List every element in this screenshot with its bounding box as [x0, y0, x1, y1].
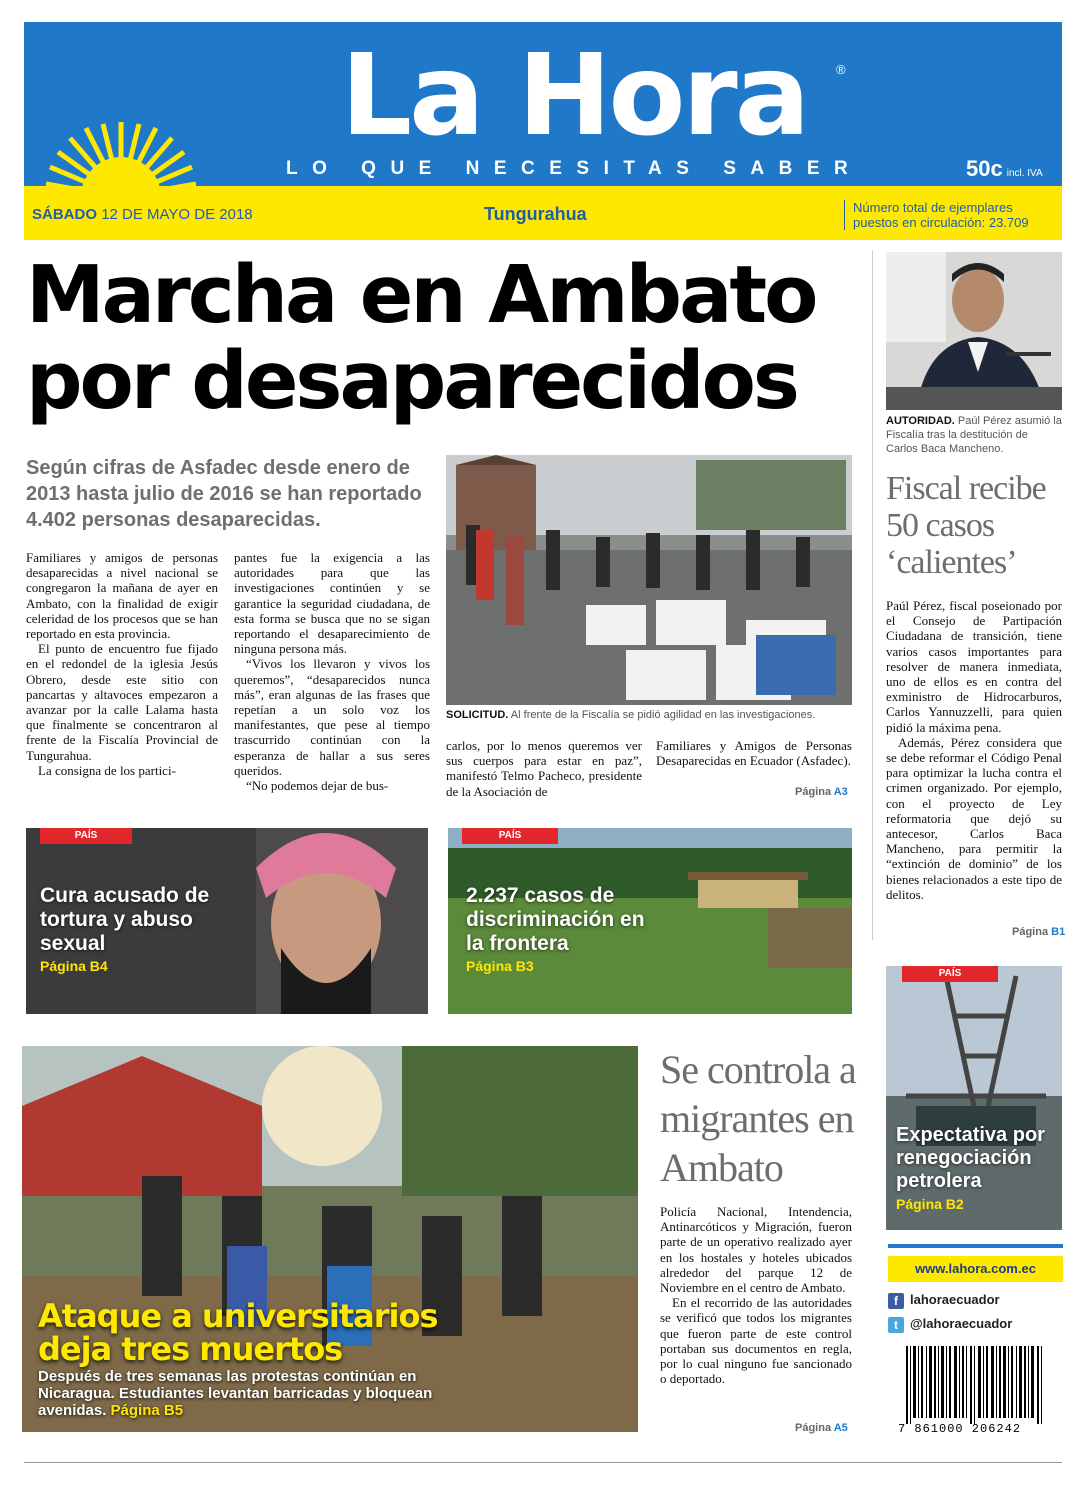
prosecutor-photo[interactable] — [886, 252, 1062, 410]
rail-divider — [872, 250, 873, 940]
circulation-line2: puestos en circulación: 23.709 — [853, 215, 1029, 230]
teaser-page[interactable]: Página B2 — [896, 1196, 964, 1212]
paragraph: La consigna de los partici- — [38, 762, 176, 778]
circulation-line1: Número total de ejemplares — [853, 200, 1013, 215]
weekday: SÁBADO — [32, 206, 98, 223]
caption-label: SOLICITUD. — [446, 709, 509, 721]
paragraph: Además, Pérez considera que se debe reformar el Código Penal para optimizar la lucha contra el crimen organizado. Por ejemplo, con el proyecto de Ley reformatoria que dejó su antecesor, Carlos Baca Mancheno, para permitir la “extinción de dominio” de los bienes relacionados a este tipo de delitos. — [886, 734, 1062, 902]
paragraph: El punto de encuentro fue fijado en el redondel de la iglesia Jesús Obrero, desde este sitio con pancartas y altavoces empezaron a avanzar por la calle Lalama hasta que finalmente se concentraron al frente de la Fiscalía Provincial de Tungurahua. — [26, 641, 218, 763]
teaser-title[interactable]: Expectativa por renegociación petrolera — [896, 1124, 1045, 1192]
lead-column-4 — [656, 738, 852, 768]
page-reference-a3[interactable] — [795, 786, 848, 798]
photo-caption — [446, 708, 852, 722]
registered-mark: ® — [836, 62, 846, 77]
facebook-link[interactable] — [888, 1292, 1000, 1309]
paragraph: “No podemos dejar de bus- — [246, 778, 389, 794]
date-bar — [24, 186, 1062, 240]
paragraph: Familiares y Amigos de Personas Desaparecidas en Ecuador (Asfadec). — [656, 738, 852, 769]
section-tab: PAÍS — [462, 828, 558, 844]
lead-column-2 — [234, 550, 430, 793]
twitter-icon: t — [888, 1317, 904, 1333]
price-note: incl. IVA — [1006, 168, 1043, 179]
facebook-handle: lahoraecuador — [910, 1292, 1000, 1307]
paragraph: carlos, por lo menos queremos ver sus cuerpos para estar en paz”, manifestó Telmo Pacheco, presidente de la Asociación de — [446, 738, 642, 799]
page-number: A3 — [833, 786, 848, 798]
march-photo[interactable] — [446, 455, 852, 705]
paragraph: En el recorrido de las autoridades se verificó que todos los migrantes que fueron parte de este control portaban sus documentos en regla, por lo cual ninguno fue sancionado o deportado. — [660, 1295, 852, 1387]
caption-text: Paúl Pérez asumió la Fiscalía tras la destitución de Carlos Baca Mancheno. — [886, 415, 1062, 455]
migrants-headline[interactable]: Se controla a migrantes en Ambato — [660, 1047, 856, 1190]
big-story-title[interactable]: Ataque a universitarios deja tres muertos — [38, 1297, 438, 1368]
lead-dek: Según cifras de Asfadec desde enero de 2013 hasta julio de 2016 se han reportado 4.402 personas desaparecidas. — [26, 457, 422, 531]
teaser-title[interactable]: Cura acusado de tortura y abuso sexual — [40, 884, 210, 955]
page-label: Página — [1012, 926, 1049, 938]
sun-logo-icon — [46, 122, 196, 186]
page-label: Página — [795, 786, 832, 798]
headline-line1: Marcha en Ambato — [26, 249, 816, 341]
lead-column-1 — [26, 550, 218, 778]
march-photo-image — [446, 455, 852, 705]
teaser-page[interactable]: Página B3 — [466, 958, 534, 974]
paragraph: “Vivos los llevaron y vivos los queremos”, “desaparecidos nunca más”, eran algunas de las frases que repetían a un solo voz los manifestantes, que pese al tiempo trascurrido continúan con la esperanza de hallar a sus seres queridos. — [234, 656, 430, 778]
big-story-sub-text: Después de tres semanas las protestas continúan en Nicaragua. Estudiantes levantan barricadas y bloquean avenidas. — [38, 1368, 433, 1419]
newspaper-logo: La Hora — [340, 31, 808, 161]
price — [966, 156, 1043, 182]
teaser-title[interactable]: 2.237 casos de discriminación en la frontera — [466, 884, 645, 955]
lead-column-3 — [446, 738, 642, 799]
prosecutor-caption — [886, 414, 1062, 456]
paragraph: Familiares y amigos de personas desaparecidas a nivel nacional se congregaron la mañana de ayer en Ambato, con la finalidad de exigir celeridad de los procesos que se han reportado en esta provincia. — [26, 550, 218, 642]
date-text: 12 DE MAYO DE 2018 — [101, 206, 253, 223]
headline-line2: por desaparecidos — [26, 335, 797, 427]
caption-label: AUTORIDAD. — [886, 415, 955, 427]
price-value: 50c — [966, 156, 1003, 181]
page-number: A5 — [833, 1422, 848, 1434]
bottom-rule — [24, 1462, 1062, 1463]
issue-date — [32, 206, 253, 223]
caption-text: Al frente de la Fiscalía se pidió agilidad en las investigaciones. — [510, 709, 816, 721]
page-reference-a5[interactable] — [795, 1422, 848, 1434]
page-number: B1 — [1051, 926, 1066, 938]
teaser-page[interactable]: Página B4 — [40, 958, 108, 974]
slogan: LO QUE NECESITAS SABER — [286, 158, 863, 179]
prosecutor-photo-image — [886, 252, 1062, 410]
paragraph: Paúl Pérez, fiscal poseionado por el Consejo de Partipación Ciudadana de transición, tiene varios casos importantes para resolver de manera inmediata, uno de ellos es en contra del exministro de Hidrocarburos, Carlos Yannuzzelli, para quien pidió la máxima pena. — [886, 598, 1062, 735]
facebook-icon: f — [888, 1293, 904, 1309]
twitter-link[interactable] — [888, 1316, 1012, 1333]
twitter-handle: @lahoraecuador — [910, 1316, 1013, 1331]
section-tab: PAÍS — [40, 828, 132, 844]
big-story-sub — [38, 1368, 438, 1419]
paragraph: pantes fue la exigencia a las autoridades para que las investigaciones continúen y se garantice la seguridad ciudadana, de esta forma se busca que no se sigan reportando el desaparecimiento de ninguna persona más. — [234, 550, 430, 657]
big-story-caption — [38, 1297, 438, 1419]
fiscal-story-text — [886, 598, 1062, 902]
fiscal-headline[interactable]: Fiscal recibe 50 casos ‘calientes’ — [886, 470, 1046, 581]
main-headline[interactable] — [26, 249, 856, 427]
website-link[interactable]: www.lahora.com.ec — [888, 1256, 1063, 1282]
website-accent-bar — [888, 1244, 1063, 1248]
page-reference-b1[interactable] — [1012, 926, 1065, 938]
migrants-story-text — [660, 1204, 852, 1386]
page-label: Página — [795, 1422, 832, 1434]
region-label: Tungurahua — [484, 204, 587, 224]
circulation-note — [844, 200, 1029, 230]
section-tab: PAÍS — [902, 966, 998, 982]
barcode-number: 7 861000 206242 — [898, 1422, 1022, 1436]
paragraph: Policía Nacional, Intendencia, Antinarcóticos y Migración, fueron parte de un operativo realizado ayer en los hostales y hoteles ubicados alrededor del parque 12 de Noviembre en el centro de Ambato. — [660, 1204, 852, 1296]
big-story-page[interactable]: Página B5 — [110, 1402, 184, 1419]
